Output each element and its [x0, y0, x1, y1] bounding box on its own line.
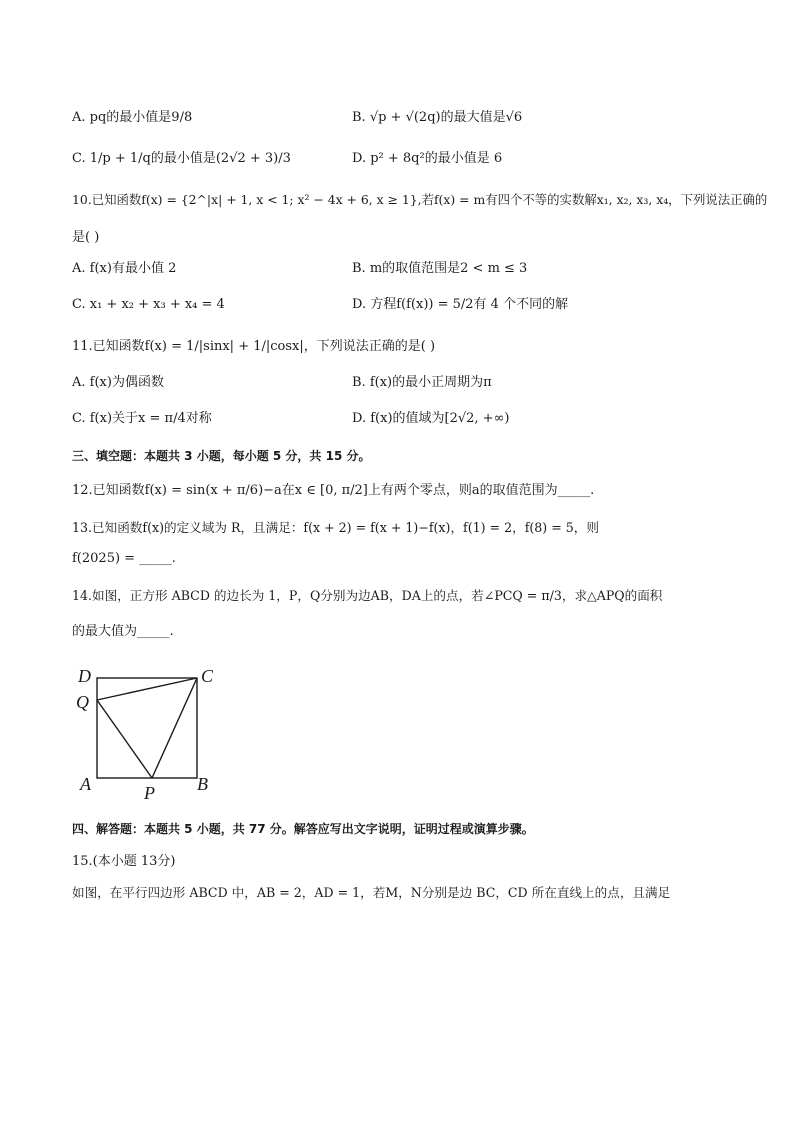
- q11-option-b: B. f(x)的最小正周期为π: [352, 375, 492, 390]
- q13-stem: 13.已知函数f(x)的定义域为 R，且满足：f(x + 2) = f(x + 1)−f(x)，f(1) = 2，f(8) = 5，则: [72, 520, 599, 535]
- q9-option-b: B. √p + √(2q)的最大值是√6: [352, 110, 523, 125]
- q10-option-a: A. f(x)有最小值 2: [72, 261, 177, 276]
- q10-stem: 10.已知函数f(x) = {2^|x| + 1, x < 1; x² − 4x + 6, x ≥ 1},若f(x) = m有四个不等的实数解x₁, x₂, x₃, x₄，下列说法正确的: [72, 192, 768, 207]
- q9-option-d: D. p² + 8q²的最小值是 6: [352, 151, 503, 166]
- q12-stem: 12.已知函数f(x) = sin(x + π/6)−a在x ∈ [0, π/2]上有两个零点，则a的取值范围为_____.: [72, 483, 595, 498]
- segment-qp: [97, 700, 152, 778]
- q10-option-d: D. 方程f(f(x)) = 5/2有 4 个不同的解: [352, 297, 569, 312]
- label-c: C: [201, 666, 214, 686]
- section-title-solutions: 四、解答题：本题共 5 小题，共 77 分。解答应写出文字说明，证明过程或演算步骤。: [72, 822, 534, 836]
- q14-stem: 14.如图，正方形 ABCD 的边长为 1，P，Q分别为边AB，DA上的点，若∠PCQ = π/3，求△APQ的面积: [72, 588, 663, 603]
- label-d: D: [78, 666, 91, 686]
- q11-option-d: D. f(x)的值域为[2√2, +∞): [352, 411, 510, 426]
- section-title-fill-in: 三、填空题：本题共 3 小题，每小题 5 分，共 15 分。: [72, 449, 371, 463]
- segment-qc: [97, 678, 197, 700]
- q10-option-c: C. x₁ + x₂ + x₃ + x₄ = 4: [72, 297, 225, 312]
- label-p: P: [144, 783, 155, 803]
- q15-stem: 如图，在平行四边形 ABCD 中，AB = 2，AD = 1，若M，N分别是边 BC，CD 所在直线上的点，且满足: [72, 885, 671, 900]
- q14-stem-continued: 的最大值为_____.: [72, 624, 174, 639]
- label-a: A: [80, 774, 91, 794]
- q11-option-a: A. f(x)为偶函数: [72, 375, 164, 390]
- label-b: B: [197, 774, 208, 794]
- square-outline: [97, 678, 197, 778]
- segment-pc: [152, 678, 197, 778]
- label-q: Q: [76, 692, 89, 712]
- q15-header: 15.(本小题 13分): [72, 854, 176, 869]
- q9-option-a: A. pq的最小值是9/8: [72, 110, 193, 125]
- q11-option-c: C. f(x)关于x = π/4对称: [72, 411, 212, 426]
- q11-stem: 11.已知函数f(x) = 1/|sinx| + 1/|cosx|，下列说法正确的是( ): [72, 339, 436, 354]
- square-abcd-figure: [72, 662, 222, 804]
- q13-stem-continued: f(2025) = _____.: [72, 551, 176, 566]
- q10-option-b: B. m的取值范围是2 < m ≤ 3: [352, 261, 528, 276]
- q10-stem-continued: 是( ): [72, 230, 100, 245]
- q9-option-c: C. 1/p + 1/q的最小值是(2√2 + 3)/3: [72, 151, 291, 166]
